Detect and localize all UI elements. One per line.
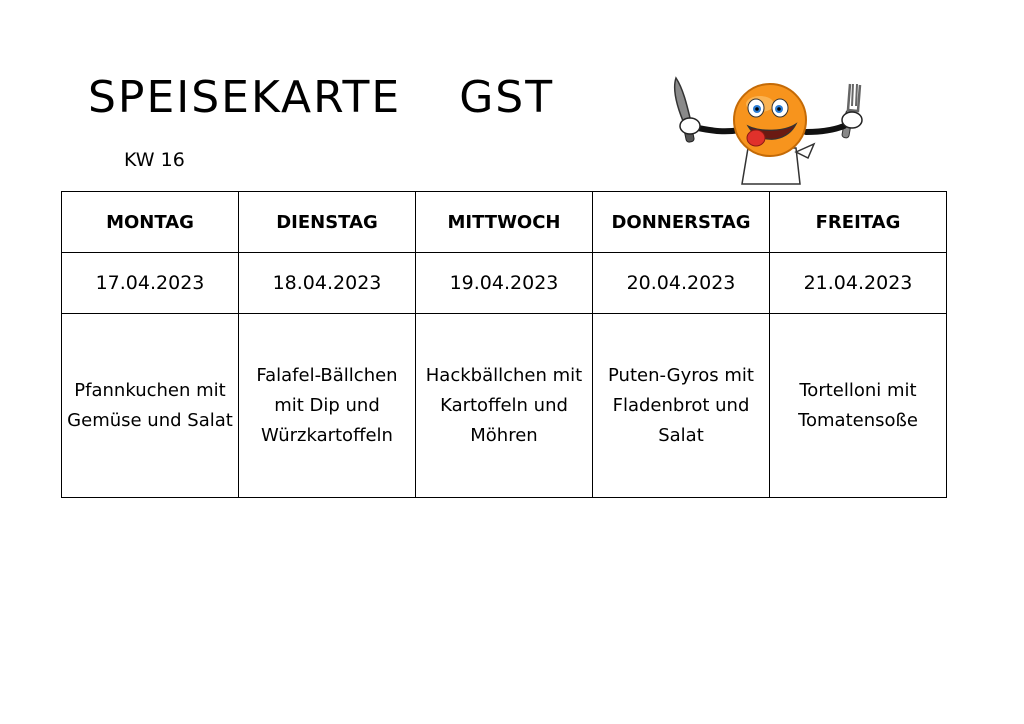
meal-line: Würzkartoffeln (261, 424, 393, 446)
day-wednesday: MITTWOCH (416, 192, 593, 253)
date-friday: 21.04.2023 (770, 253, 947, 314)
meal-line: Tomatensoße (798, 409, 918, 431)
table-row-dates (62, 253, 947, 314)
meal-thursday (593, 314, 770, 498)
meal-line: Kartoffeln und (440, 394, 568, 416)
meal-line: Tortelloni mit (799, 379, 917, 401)
table-row-days (62, 192, 947, 253)
date-tuesday: 18.04.2023 (239, 253, 416, 314)
menu-table (61, 191, 947, 498)
day-tuesday: DIENSTAG (239, 192, 416, 253)
day-friday: FREITAG (770, 192, 947, 253)
meal-line: Gemüse und Salat (67, 409, 233, 431)
meal-line: Puten-Gyros mit (608, 364, 754, 386)
meal-friday (770, 314, 947, 498)
meal-line: mit Dip und (274, 394, 380, 416)
meal-line: Pfannkuchen mit (74, 379, 226, 401)
calendar-week-label: KW 16 (124, 149, 185, 171)
meal-line: Falafel-Bällchen (256, 364, 398, 386)
day-thursday: DONNERSTAG (593, 192, 770, 253)
fork-icon (842, 84, 860, 138)
title-speisekarte: SPEISEKARTE (88, 72, 402, 123)
meal-line: Fladenbrot und (612, 394, 750, 416)
smiley-with-knife-and-fork-icon (668, 70, 872, 190)
date-thursday: 20.04.2023 (593, 253, 770, 314)
date-wednesday: 19.04.2023 (416, 253, 593, 314)
page-title (88, 72, 554, 123)
meal-monday (62, 314, 239, 498)
meal-line: Salat (658, 424, 704, 446)
meal-line: Möhren (470, 424, 538, 446)
meal-tuesday (239, 314, 416, 498)
meal-wednesday (416, 314, 593, 498)
title-gst: GST (459, 72, 555, 123)
date-monday: 17.04.2023 (62, 253, 239, 314)
day-monday: MONTAG (62, 192, 239, 253)
table-row-meals (62, 314, 947, 498)
meal-line: Hackbällchen mit (425, 364, 583, 386)
